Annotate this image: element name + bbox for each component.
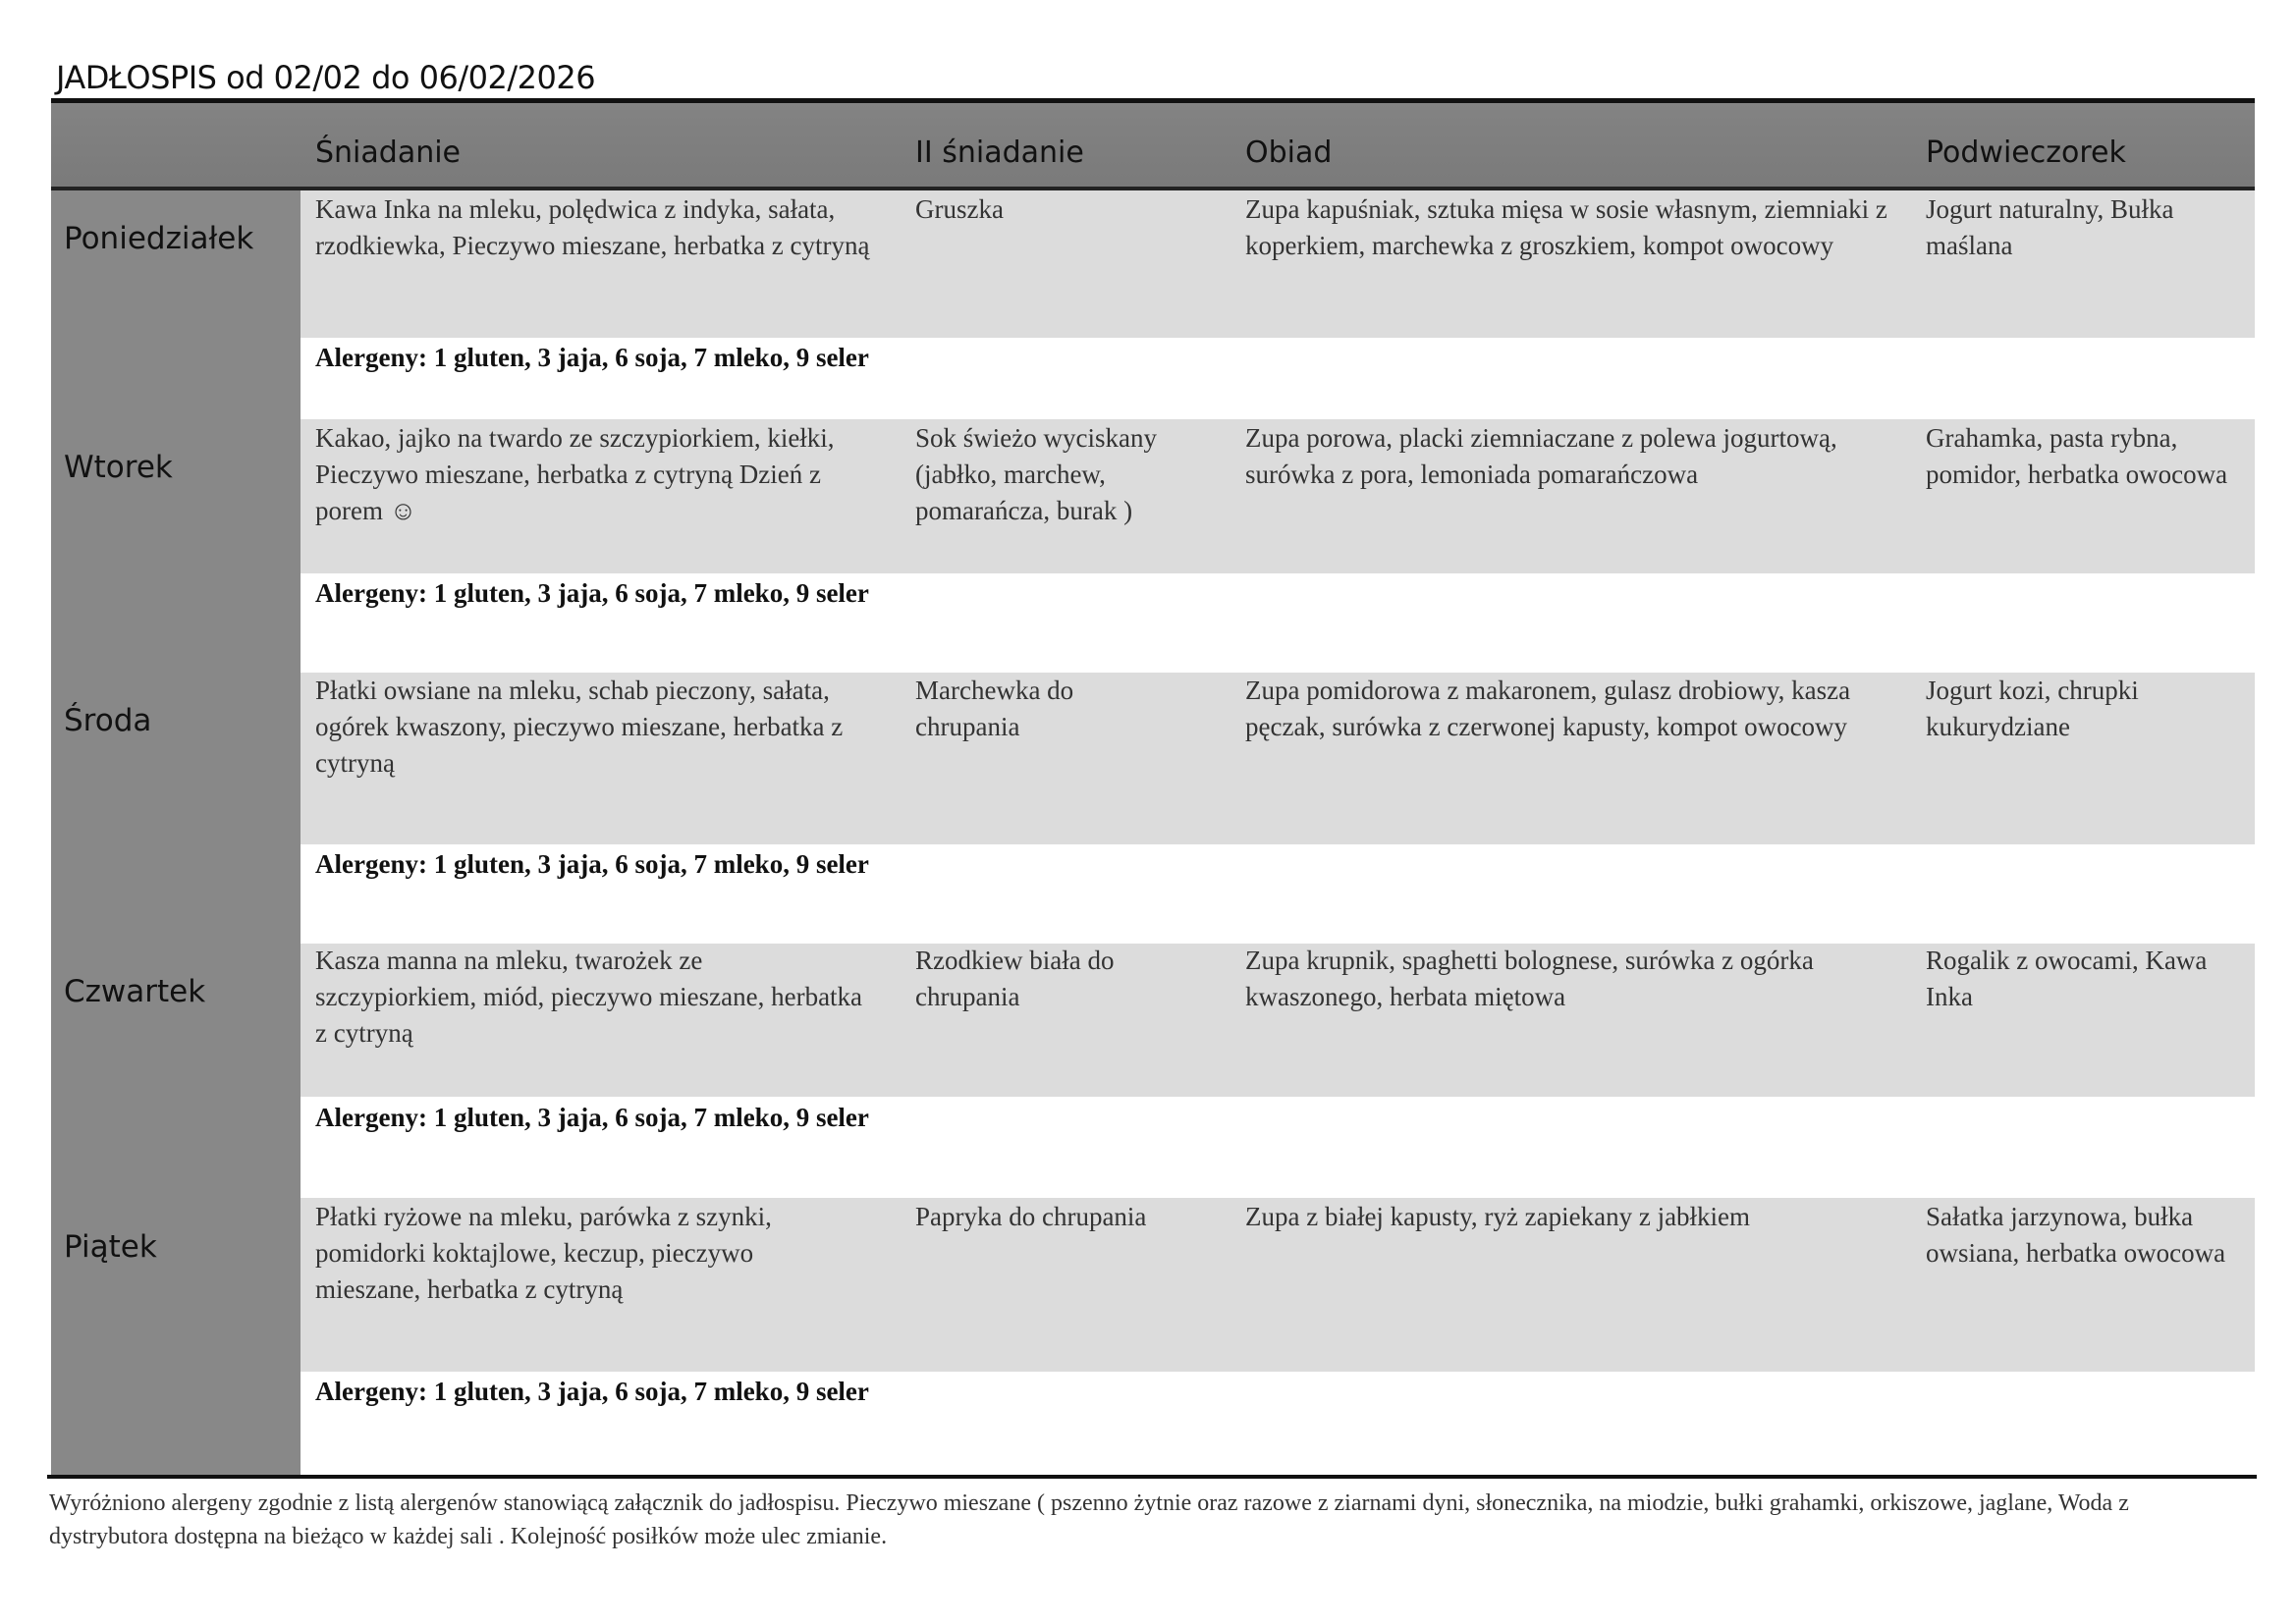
snack-cell: Jogurt naturalny, Bułka maślana [1926, 194, 2174, 260]
day-name-friday: Piątek [64, 1229, 157, 1265]
snack-cell: Rogalik z owocami, Kawa Inka [1926, 946, 2208, 1011]
lunch-cell: Zupa z białej kapusty, ryż zapiekany z jabłkiem [1245, 1202, 1751, 1231]
header-snack: Podwieczorek [1926, 135, 2126, 170]
breakfast-cell: Płatki owsiane na mleku, schab pieczony, sałata, ogórek kwaszony, pieczywo mieszane, herbatka z cytryną [315, 676, 844, 778]
breakfast-cell: Płatki ryżowe na mleku, parówka z szynki, pomidorki koktajlowe, keczup, pieczywo mieszane, herbatka z cytryną [315, 1202, 772, 1304]
day-name-tuesday: Wtorek [64, 450, 173, 485]
lunch-cell: Zupa krupnik, spaghetti bolognese, surówka z ogórka kwaszonego, herbata miętowa [1245, 946, 1814, 1011]
header-lunch: Obiad [1245, 135, 1333, 170]
lunch-cell: Zupa pomidorowa z makaronem, gulasz drobiowy, kasza pęczak, surówka z czerwonej kapusty, kompot owocowy [1245, 676, 1851, 741]
day-name-thursday: Czwartek [64, 974, 206, 1009]
bottom-rule [47, 1475, 2257, 1479]
lunch-cell: Zupa porowa, placki ziemniaczane z polewa jogurtową, surówka z pora, lemoniada pomarańczowa [1245, 423, 1837, 489]
breakfast-cell: Kasza manna na mleku, twarożek ze szczypiorkiem, miód, pieczywo mieszane, herbatka z cytryną [315, 946, 863, 1048]
snack-cell: Sałatka jarzynowa, bułka owsiana, herbatka owocowa [1926, 1202, 2226, 1268]
header-breakfast: Śniadanie [315, 135, 462, 170]
second-breakfast-cell: Sok świeżo wyciskany (jabłko, marchew, pomarańcza, burak ) [915, 423, 1157, 525]
allergens-line: Alergeny: 1 gluten, 3 jaja, 6 soja, 7 mleko, 9 seler [315, 578, 869, 608]
allergens-line: Alergeny: 1 gluten, 3 jaja, 6 soja, 7 mleko, 9 seler [315, 849, 869, 879]
second-breakfast-cell: Marchewka do chrupania [915, 676, 1074, 741]
footnote: Wyróżniono alergeny zgodnie z listą alergenów stanowiącą załącznik do jadłospisu. Pieczywo mieszane ( pszenno żytnie oraz razowe z ziarnami dyni, słonecznika, na miodzie, bułki grahamki, orkiszowe, jaglane, Woda z dystrybutora dostępna na bieżąco w każdej sali . Kolejność posiłków może ulec zmianie. [49, 1490, 2129, 1549]
second-breakfast-cell: Papryka do chrupania [915, 1202, 1147, 1231]
snack-cell: Grahamka, pasta rybna, pomidor, herbatka owocowa [1926, 423, 2228, 489]
allergens-line: Alergeny: 1 gluten, 3 jaja, 6 soja, 7 mleko, 9 seler [315, 343, 869, 372]
allergens-line: Alergeny: 1 gluten, 3 jaja, 6 soja, 7 mleko, 9 seler [315, 1377, 869, 1406]
header-second-breakfast: II śniadanie [915, 135, 1084, 170]
day-column [51, 190, 301, 1475]
breakfast-cell: Kakao, jajko na twardo ze szczypiorkiem, kiełki, Pieczywo mieszane, herbatka z cytryną Dzień z porem ☺ [315, 423, 835, 525]
snack-cell: Jogurt kozi, chrupki kukurydziane [1926, 676, 2139, 741]
second-breakfast-cell: Gruszka [915, 194, 1004, 224]
second-breakfast-cell: Rzodkiew biała do chrupania [915, 946, 1115, 1011]
day-name-wednesday: Środa [64, 703, 152, 738]
day-name-monday: Poniedziałek [64, 221, 254, 256]
document-title: JADŁOSPIS od 02/02 do 06/02/2026 [56, 59, 596, 96]
breakfast-cell: Kawa Inka na mleku, polędwica z indyka, sałata, rzodkiewka, Pieczywo mieszane, herbatka z cytryną [315, 194, 870, 260]
allergens-line: Alergeny: 1 gluten, 3 jaja, 6 soja, 7 mleko, 9 seler [315, 1103, 869, 1132]
lunch-cell: Zupa kapuśniak, sztuka mięsa w sosie własnym, ziemniaki z koperkiem, marchewka z groszkiem, kompot owocowy [1245, 194, 1887, 260]
